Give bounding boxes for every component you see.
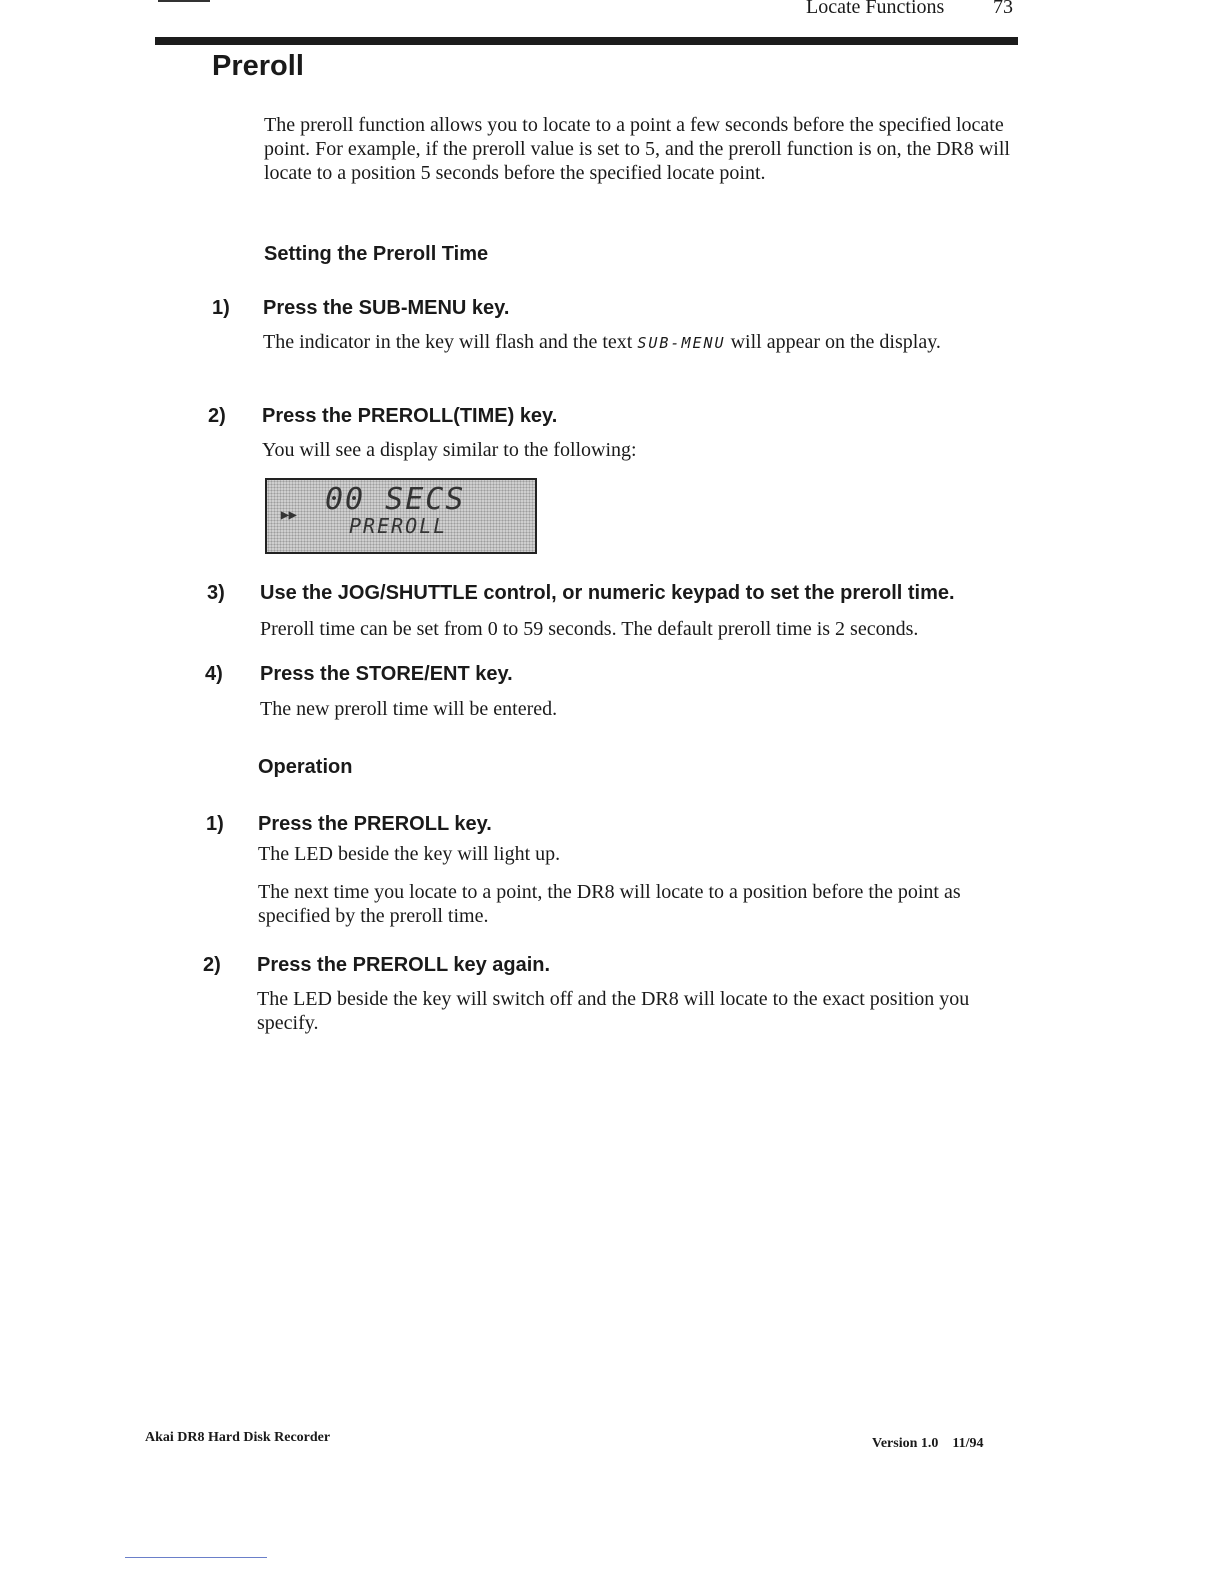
intro-paragraph: The preroll function allows you to locate to a point a few seconds before the specified locate point. For example, if the preroll value is set to 5, and the preroll function is on, the DR8 will locate to a position 5 seconds before the specified locate point. <box>264 114 1010 184</box>
page-title: Preroll <box>212 50 304 82</box>
header-rule <box>155 37 1018 45</box>
operation-step-2-body: The LED beside the key will switch off and the DR8 will locate to the exact position you specify. <box>257 988 970 1034</box>
setting-step-4-body: The new preroll time will be entered. <box>260 698 558 720</box>
display-indicator-icon: ▶▶ <box>281 510 297 521</box>
setting-step-1-heading: Press the SUB-MENU key. <box>263 297 510 319</box>
setting-step-1-body-post: will appear on the display. <box>730 331 941 353</box>
operation-step-1-body: The LED beside the key will light up. <box>258 843 561 865</box>
operation-step-1-heading: Press the PREROLL key. <box>258 813 492 835</box>
footer-date: 11/94 <box>952 1436 984 1451</box>
setting-step-1-body <box>263 330 983 355</box>
footer-version <box>872 1436 984 1452</box>
setting-step-2-number: 2) <box>208 405 226 427</box>
display-line-1: 00 SECS <box>325 482 466 517</box>
footer-version-number: Version 1.0 <box>872 1436 939 1451</box>
setting-step-1-number: 1) <box>212 297 230 319</box>
operation-step-1-number: 1) <box>206 813 224 835</box>
setting-step-4-heading: Press the STORE/ENT key. <box>260 663 513 685</box>
footer-product-name: Akai DR8 Hard Disk Recorder <box>145 1430 331 1445</box>
header-corner-mark <box>158 0 210 6</box>
setting-step-3-number: 3) <box>207 582 225 604</box>
setting-step-3-heading: Use the JOG/SHUTTLE control, or numeric keypad to set the preroll time. <box>260 582 955 604</box>
page-number: 73 <box>993 0 1013 18</box>
setting-step-2-body: You will see a display similar to the following: <box>262 439 637 461</box>
operation-step-2-heading: Press the PREROLL key again. <box>257 954 551 976</box>
operation-step-2-number: 2) <box>203 954 221 976</box>
operation-step-1-body-2: The next time you locate to a point, the DR8 will locate to a position before the point as specified by the preroll time. <box>258 881 961 927</box>
header-section-title: Locate Functions <box>806 0 945 18</box>
lcd-display <box>265 478 537 554</box>
bottom-edge-line <box>125 1557 267 1558</box>
display-line-2: PREROLL <box>349 514 448 538</box>
submenu-display-text: SUB-MENU <box>637 334 726 352</box>
setting-step-4-number: 4) <box>205 663 223 685</box>
setting-step-2-heading: Press the PREROLL(TIME) key. <box>262 405 558 427</box>
setting-step-3-body: Preroll time can be set from 0 to 59 seconds. The default preroll time is 2 seconds. <box>260 618 919 640</box>
setting-step-1-body-pre: The indicator in the key will flash and the text <box>263 331 633 353</box>
setting-heading: Setting the Preroll Time <box>264 243 489 265</box>
operation-heading: Operation <box>258 756 353 778</box>
